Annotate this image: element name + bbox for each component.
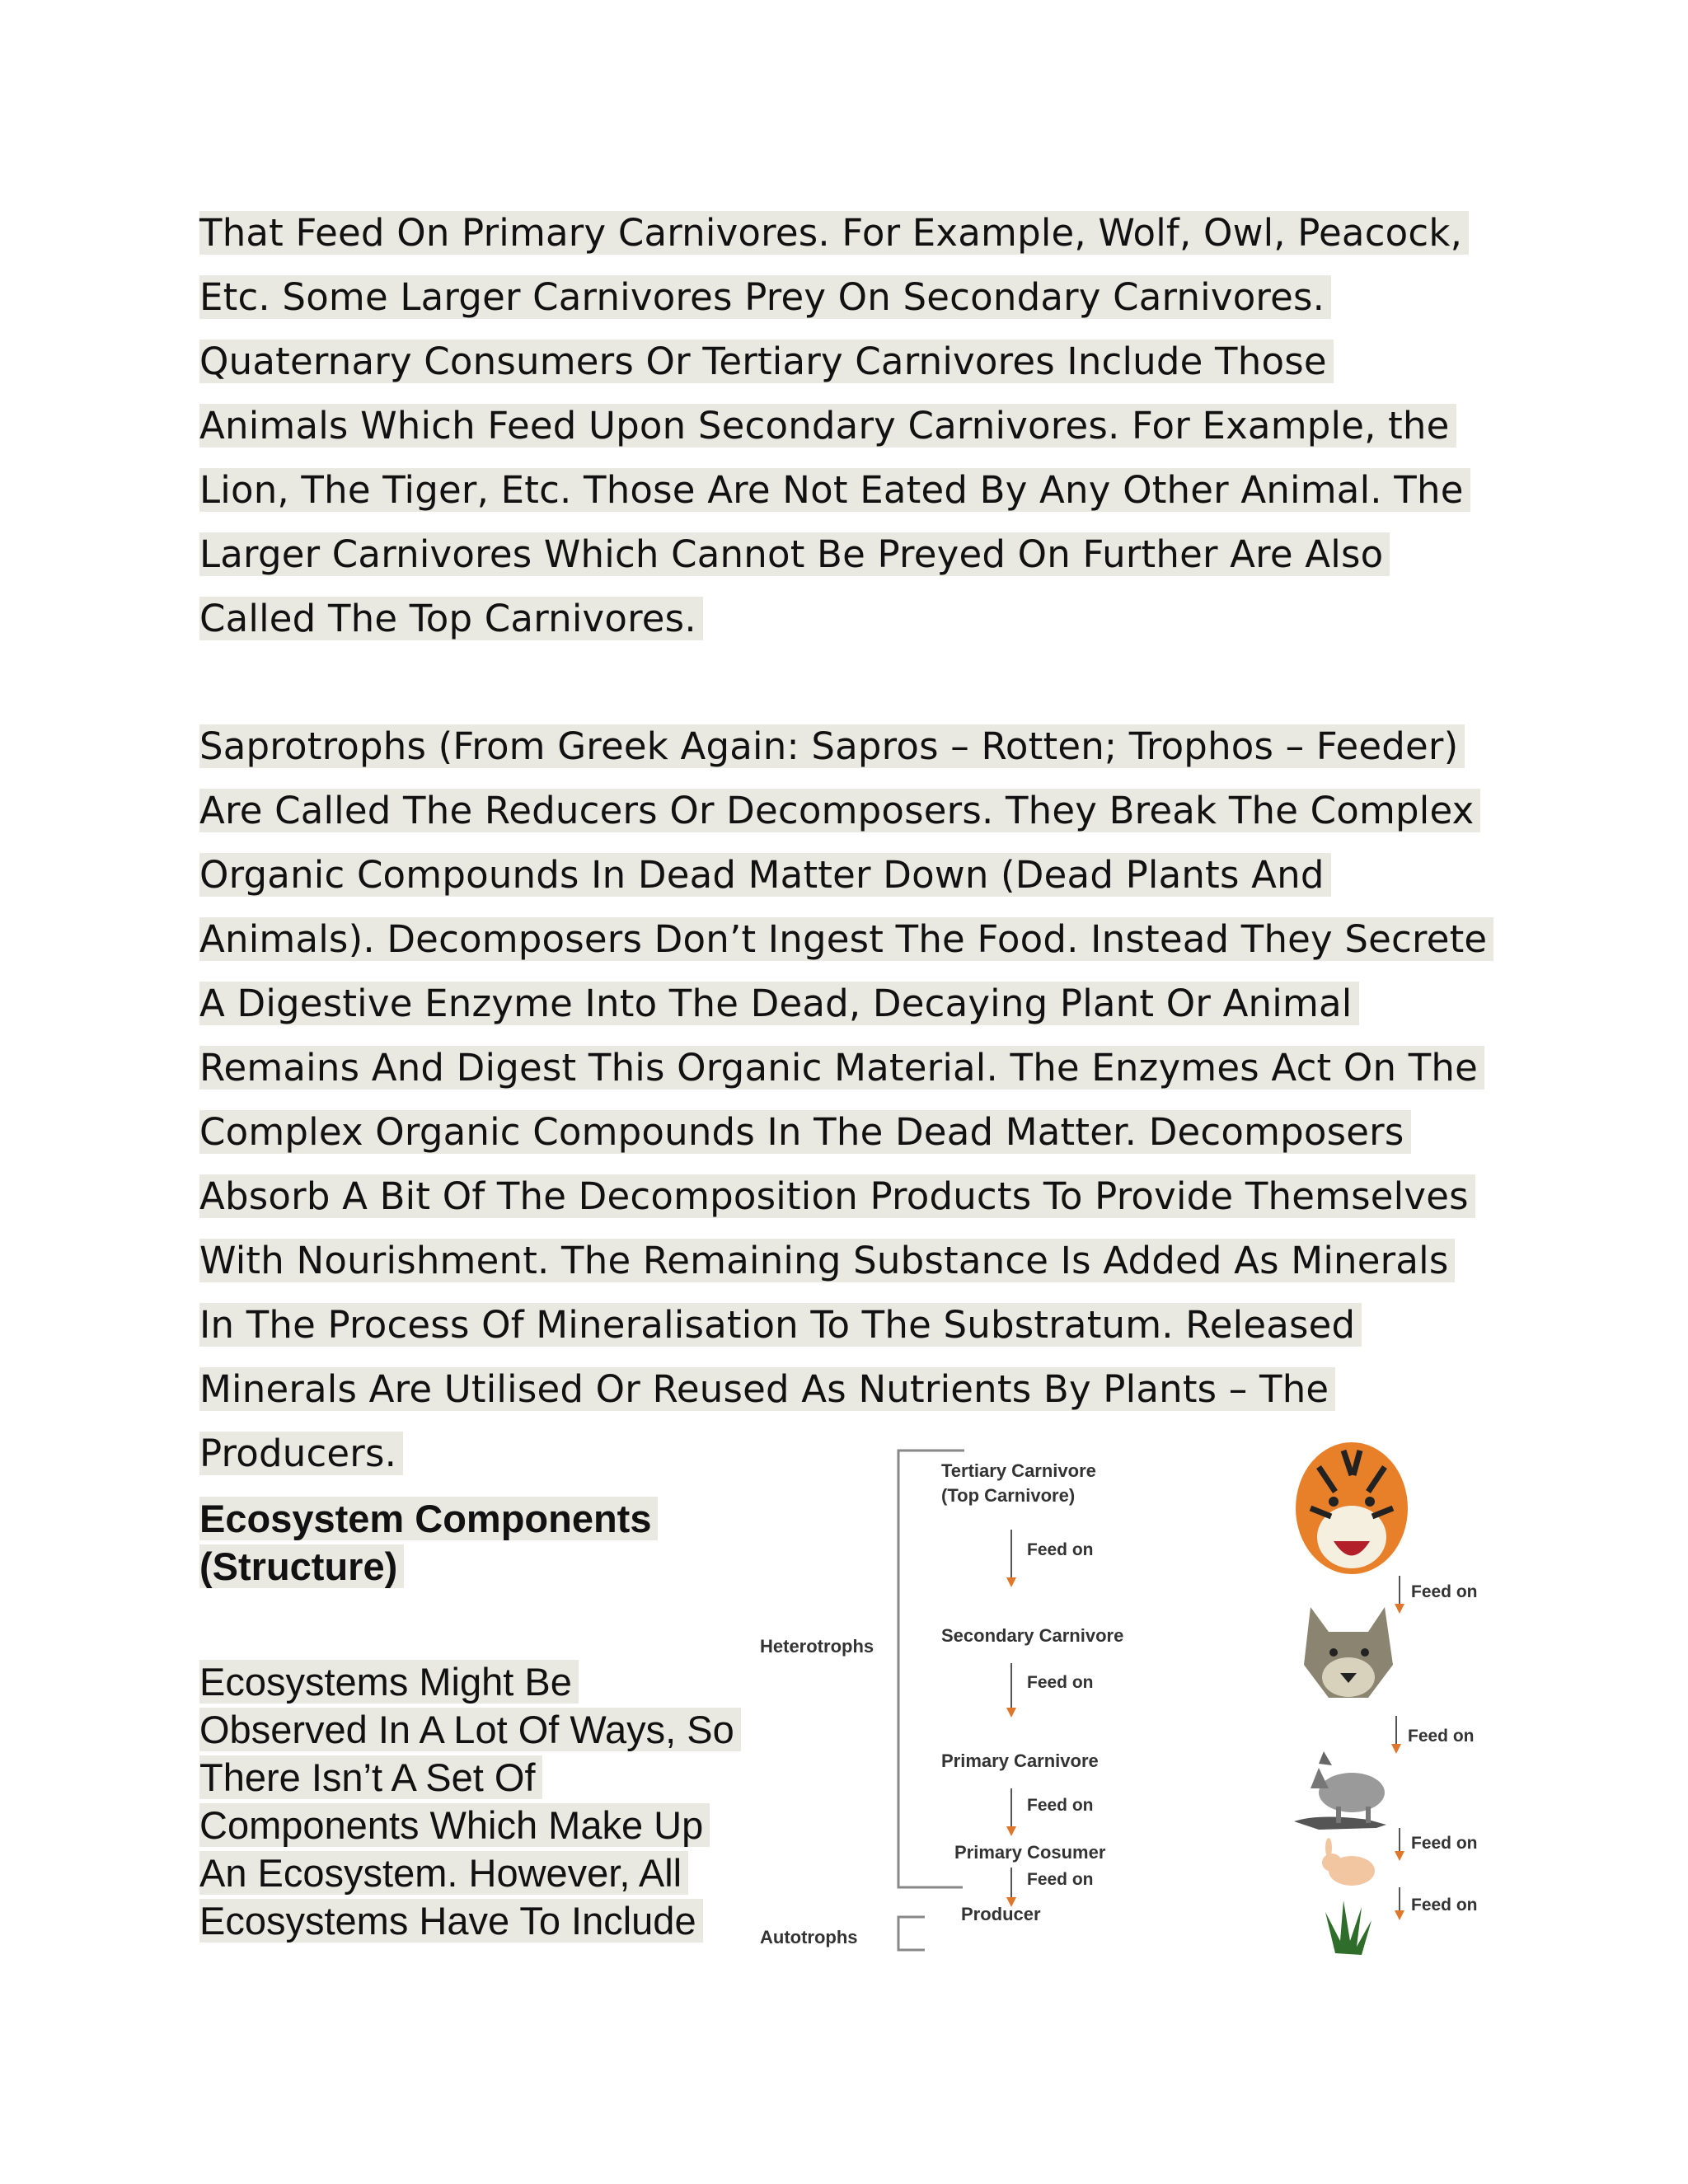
level-tertiary-carnivore: Tertiary Carnivore — [941, 1460, 1096, 1481]
feed-on-label: Feed on — [1411, 1582, 1478, 1601]
paragraph-ecosystems — [199, 1658, 760, 1945]
text-line: Are Called The Reducers Or Decomposers. They Break The Complex — [199, 779, 1518, 843]
paragraph-top-carnivores — [199, 201, 1518, 651]
level-top-carnivore: (Top Carnivore) — [941, 1485, 1076, 1506]
level-primary-carnivore: Primary Carnivore — [941, 1750, 1099, 1771]
tiger-icon — [1296, 1442, 1408, 1574]
text-line: Producers. — [199, 1422, 1518, 1486]
wolf-icon — [1304, 1607, 1393, 1698]
text-line: There Isn’t A Set Of — [199, 1754, 760, 1802]
autotrophs-bracket — [898, 1917, 925, 1950]
feed-on-label: Feed on — [1027, 1540, 1094, 1559]
text-line: Saprotrophs (From Greek Again: Sapros – Rotten; Trophos – Feeder) — [199, 715, 1518, 779]
text-line: Quaternary Consumers Or Tertiary Carnivores Include Those — [199, 330, 1518, 394]
paragraph-saprotrophs — [199, 715, 1518, 1486]
text-line: Ecosystems Have To Include — [199, 1897, 760, 1945]
grass-icon — [1325, 1900, 1372, 1955]
heterotrophs-bracket — [898, 1451, 964, 1887]
feed-on-label: Feed on — [1411, 1834, 1478, 1853]
text-line: Components Which Make Up — [199, 1802, 760, 1849]
text-line: Lion, The Tiger, Etc. Those Are Not Eated By Any Other Animal. The — [199, 458, 1518, 523]
text-line: A Digestive Enzyme Into The Dead, Decaying Plant Or Animal — [199, 972, 1518, 1036]
text-line: Organic Compounds In Dead Matter Down (Dead Plants And — [199, 843, 1518, 907]
autotrophs-label: Autotrophs — [760, 1927, 858, 1947]
text-line: That Feed On Primary Carnivores. For Example, Wolf, Owl, Peacock, — [199, 201, 1518, 265]
feed-on-label: Feed on — [1027, 1796, 1094, 1815]
text-line: In The Process Of Mineralisation To The Substratum. Released — [199, 1293, 1518, 1357]
section-heading: Ecosystem Components (Structure) — [199, 1495, 710, 1591]
food-chain-diagram — [742, 1426, 1500, 1961]
rabbit-icon — [1322, 1838, 1375, 1886]
text-line: An Ecosystem. However, All — [199, 1849, 760, 1897]
fox-icon — [1294, 1751, 1386, 1830]
text-line: Observed In A Lot Of Ways, So — [199, 1706, 760, 1754]
text-line: Animals). Decomposers Don’t Ingest The Food. Instead They Secrete — [199, 907, 1518, 972]
text-line: Called The Top Carnivores. — [199, 587, 1518, 651]
text-line: Remains And Digest This Organic Material. The Enzymes Act On The — [199, 1036, 1518, 1100]
text-line: Ecosystems Might Be — [199, 1658, 760, 1706]
text-line: Minerals Are Utilised Or Reused As Nutrients By Plants – The — [199, 1357, 1518, 1422]
text-line: Complex Organic Compounds In The Dead Matter. Decomposers — [199, 1100, 1518, 1165]
text-line: Absorb A Bit Of The Decomposition Products To Provide Themselves — [199, 1165, 1518, 1229]
level-primary-consumer: Primary Cosumer — [954, 1842, 1106, 1863]
feed-on-label: Feed on — [1408, 1727, 1475, 1746]
text-line: Animals Which Feed Upon Secondary Carnivores. For Example, the — [199, 394, 1518, 458]
feed-on-label: Feed on — [1411, 1896, 1478, 1915]
feed-on-label: Feed on — [1027, 1673, 1094, 1692]
text-line: With Nourishment. The Remaining Substance Is Added As Minerals — [199, 1229, 1518, 1293]
text-line: Larger Carnivores Which Cannot Be Preyed On Further Are Also — [199, 523, 1518, 587]
text-line: Etc. Some Larger Carnivores Prey On Secondary Carnivores. — [199, 265, 1518, 330]
level-secondary-carnivore: Secondary Carnivore — [941, 1625, 1124, 1646]
heterotrophs-label: Heterotrophs — [760, 1636, 874, 1657]
feed-on-label: Feed on — [1027, 1870, 1094, 1889]
level-producer: Producer — [961, 1904, 1041, 1924]
